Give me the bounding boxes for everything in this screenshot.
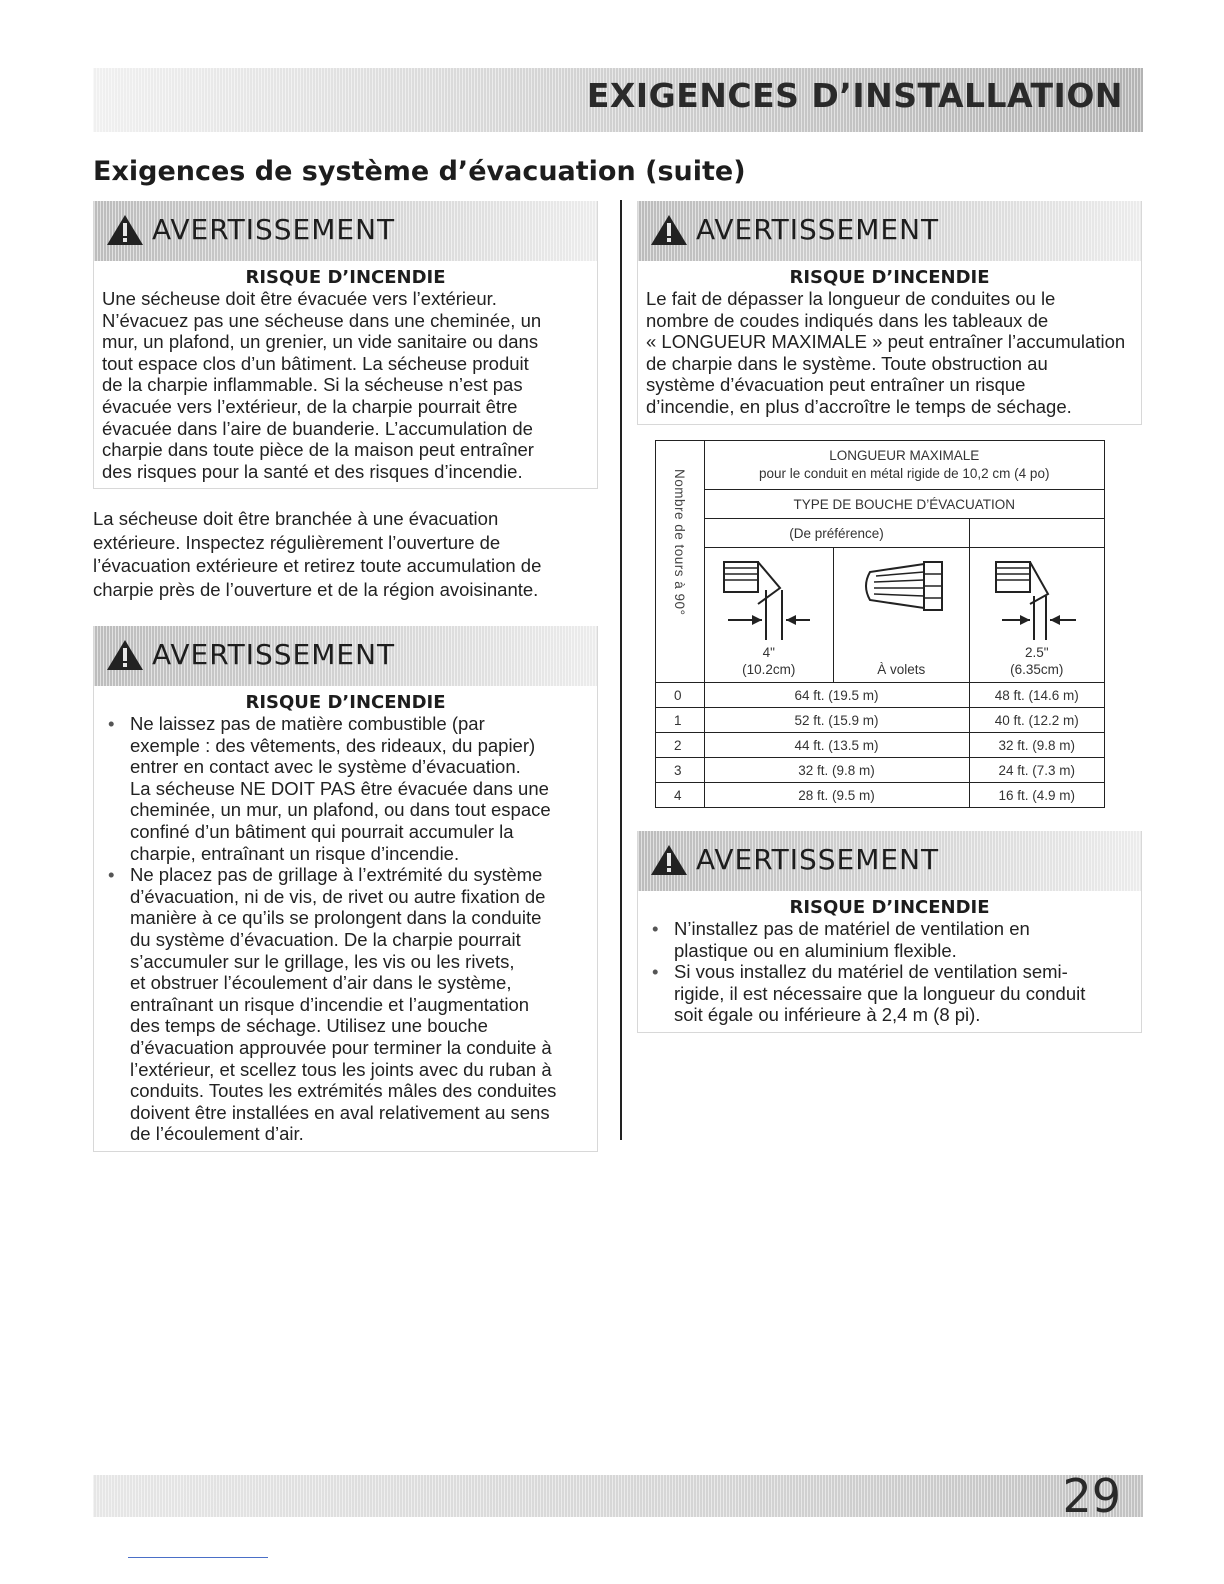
warning-risk-title: RISQUE D’INCENDIE <box>245 692 446 713</box>
body-paragraph: La sécheuse doit être branchée à une évacuation extérieure. Inspectez régulièrement l’ouverture de l’évacuation extérieure et retirez toute accumulation de charpie près de l’ouverture et de la région avoisinante. <box>93 508 542 600</box>
warning-header <box>94 626 597 686</box>
length-4in-cell: 52 ft. (15.9 m) <box>704 708 969 733</box>
empty-header-cell <box>969 519 1104 548</box>
turns-vertical-label: Nombre de tours à 90° <box>672 469 687 616</box>
hood-type-header: TYPE DE BOUCHE D’ÉVACUATION <box>704 490 1105 519</box>
warning-header <box>638 831 1141 891</box>
table-row <box>656 708 1105 733</box>
table-row <box>656 783 1105 808</box>
max-length-table <box>655 440 1105 808</box>
warning-triangle-icon <box>650 213 688 247</box>
warning-box-max-length <box>637 201 1142 425</box>
table-row <box>656 758 1105 783</box>
hood-4in-label: 4" (10.2cm) <box>742 645 796 677</box>
max-length-title: LONGUEUR MAXIMALE <box>829 448 980 463</box>
table-row <box>656 683 1105 708</box>
warning-risk-title: RISQUE D’INCENDIE <box>789 267 990 288</box>
footer-rule <box>128 1557 268 1558</box>
preferred-header: (De préférence) <box>704 519 969 548</box>
warning-box-exterior-vent <box>93 201 598 489</box>
warning-text: Le fait de dépasser la longueur de conduites ou le nombre de coudes indiqués dans les tableaux de « LONGUEUR MAXIMALE » peut entraîner l’accumulation de charpie dans le système. Toute obstruction au système d’évacuation peut entraîner un risque d’incendie, en plus d’accroître le temps de séchage. <box>646 288 1126 417</box>
hood-2-5in-cell <box>969 548 1104 683</box>
hood-2-5in-icon <box>982 556 1092 644</box>
turns-cell: 3 <box>656 758 705 783</box>
column-divider <box>620 200 622 1140</box>
hood-2-5in-label: 2.5" (6.35cm) <box>1010 645 1064 677</box>
header-banner <box>93 68 1143 132</box>
length-4in-cell: 64 ft. (19.5 m) <box>704 683 969 708</box>
length-4in-cell: 44 ft. (13.5 m) <box>704 733 969 758</box>
turns-cell: 1 <box>656 708 705 733</box>
hood-4in-cell <box>704 548 834 683</box>
length-2-5in-cell: 32 ft. (9.8 m) <box>969 733 1104 758</box>
warning-label: AVERTISSEMENT <box>696 843 940 876</box>
warning-header <box>94 201 597 261</box>
warning-label: AVERTISSEMENT <box>696 213 940 246</box>
warning-header <box>638 201 1141 261</box>
length-2-5in-cell: 48 ft. (14.6 m) <box>969 683 1104 708</box>
turns-header-cell <box>656 441 705 683</box>
warning-bullet-list <box>638 918 1141 1032</box>
turns-cell: 0 <box>656 683 705 708</box>
turns-cell: 2 <box>656 733 705 758</box>
warning-triangle-icon <box>650 843 688 877</box>
length-2-5in-cell: 24 ft. (7.3 m) <box>969 758 1104 783</box>
hood-louvered-label: À volets <box>877 662 926 677</box>
warning-triangle-icon <box>106 213 144 247</box>
warning-risk-title: RISQUE D’INCENDIE <box>789 897 990 918</box>
warning-label: AVERTISSEMENT <box>152 638 396 671</box>
max-length-subtitle: pour le conduit en métal rigide de 10,2 cm (4 po) <box>759 466 1050 481</box>
length-4in-cell: 32 ft. (9.8 m) <box>704 758 969 783</box>
max-length-header <box>704 441 1105 490</box>
header-title: EXIGENCES D’INSTALLATION <box>586 76 1123 115</box>
table-row <box>656 733 1105 758</box>
warning-box-ventilation-material <box>637 831 1142 1033</box>
length-2-5in-cell: 16 ft. (4.9 m) <box>969 783 1104 808</box>
warning-text: Une sécheuse doit être évacuée vers l’extérieur. N’évacuez pas une sécheuse dans une cheminée, un mur, un plafond, un grenier, un vide sanitaire ou dans tout espace clos d’un bâtiment. La sécheuse produit de la charpie inflammable. Si la sécheuse n’est pas évacuée vers l’extérieur, de la charpie pourrait être évacuée dans l’aire de buanderie. L’accumulation de charpie dans toute pièce de la maison peut entraîner des risques pour la santé et des risques d’incendie. <box>102 288 542 482</box>
warning-bullet: • Ne placez pas de grillage à l’extrémité du système d’évacuation, ni de vis, de rivet ou autre fixation de manière à ce qu’ils se prolongent dans la conduite du système d’évacuation. De la charpie pourrait s’accumuler sur le grillage, les vis ou les rivets, et obstruer l’écoulement d’air dans le système, entraînant un risque d’incendie et l’augmentation des temps de séchage. Utilisez une bouche d’évacuation approuvée pour terminer la conduite à l’extérieur, et scellez tous les joints avec du ruban à conduits. Toutes les extrémités mâles des conduites doivent être installées en aval relativement au sens de l’écoulement d’air. <box>102 864 591 1145</box>
warning-label: AVERTISSEMENT <box>152 213 396 246</box>
warning-risk-title: RISQUE D’INCENDIE <box>245 267 446 288</box>
warning-bullet-list <box>94 713 597 1151</box>
length-2-5in-cell: 40 ft. (12.2 m) <box>969 708 1104 733</box>
length-4in-cell: 28 ft. (9.5 m) <box>704 783 969 808</box>
warning-bullet: • Ne laissez pas de matière combustible (par exemple : des vêtements, des rideaux, du papier) entrer en contact avec le système d’évacuation. La sécheuse NE DOIT PAS être évacuée dans une cheminée, un mur, un plafond, ou dans tout espace confiné d’un bâtiment qui pourrait accumuler la charpie, entraînant un risque d’incendie. <box>102 713 591 864</box>
warning-bullet: • Si vous installez du matériel de ventilation semi- rigide, il est nécessaire que la longueur du conduit soit égale ou inférieure à 2,4 m (8 pi). <box>646 961 1135 1026</box>
hood-louvered-icon <box>846 556 956 644</box>
warning-triangle-icon <box>106 638 144 672</box>
page-number: 29 <box>1062 1469 1121 1523</box>
warning-box-combustible <box>93 626 598 1152</box>
hood-4in-icon <box>714 556 824 644</box>
footer-banner <box>93 1469 1143 1523</box>
hood-louvered-cell <box>834 548 969 683</box>
turns-cell: 4 <box>656 783 705 808</box>
section-title: Exigences de système d’évacuation (suite) <box>93 156 746 187</box>
warning-bullet: • N’installez pas de matériel de ventilation en plastique ou en aluminium flexible. <box>646 918 1135 961</box>
